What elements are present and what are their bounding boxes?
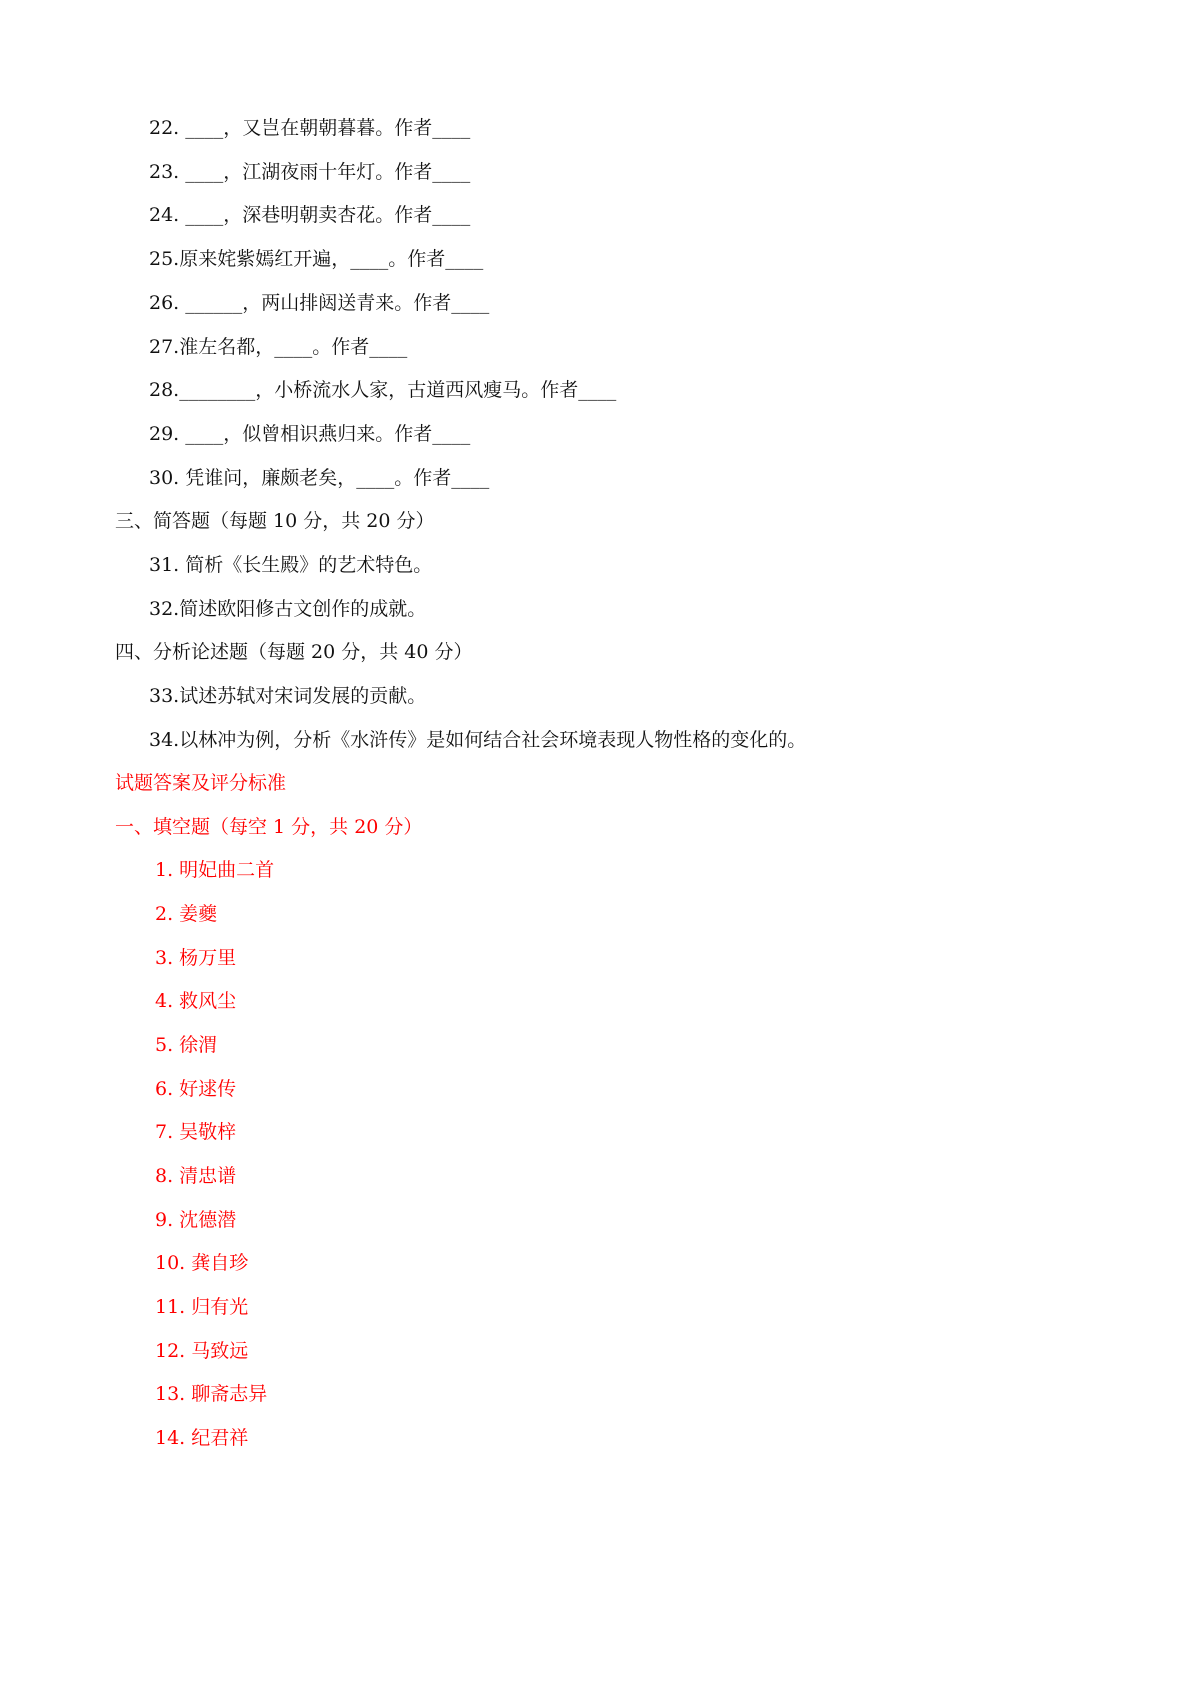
answer-13: 13. 聊斋志异 bbox=[155, 1383, 268, 1405]
answer-5: 5. 徐渭 bbox=[155, 1034, 218, 1056]
answer-10: 10. 龚自珍 bbox=[155, 1252, 249, 1274]
fill-blank-24: 24. ____，深巷明朝卖杏花。作者____ bbox=[149, 204, 471, 226]
section-3-title: 三、简答题（每题 10 分，共 20 分） bbox=[115, 510, 435, 532]
answers-heading: 试题答案及评分标准 bbox=[115, 772, 287, 794]
answer-12: 12. 马致远 bbox=[155, 1340, 249, 1362]
answer-6: 6. 好逑传 bbox=[155, 1078, 237, 1100]
question-31: 31. 简析《长生殿》的艺术特色。 bbox=[149, 554, 433, 576]
answer-4: 4. 救风尘 bbox=[155, 990, 237, 1012]
fill-blank-26: 26. ______，两山排闼送青来。作者____ bbox=[149, 292, 490, 314]
fill-blank-22: 22. ____，又岂在朝朝暮暮。作者____ bbox=[149, 117, 471, 139]
answer-2: 2. 姜夔 bbox=[155, 903, 218, 925]
section-4-title: 四、分析论述题（每题 20 分，共 40 分） bbox=[115, 641, 473, 663]
answer-9: 9. 沈德潜 bbox=[155, 1209, 237, 1231]
fill-blank-23: 23. ____，江湖夜雨十年灯。作者____ bbox=[149, 161, 471, 183]
answer-14: 14. 纪君祥 bbox=[155, 1427, 249, 1449]
answer-8: 8. 清忠谱 bbox=[155, 1165, 237, 1187]
fill-blank-29: 29. ____，似曾相识燕归来。作者____ bbox=[149, 423, 471, 445]
answer-3: 3. 杨万里 bbox=[155, 947, 237, 969]
answer-11: 11. 归有光 bbox=[155, 1296, 249, 1318]
question-32: 32.简述欧阳修古文创作的成就。 bbox=[149, 598, 427, 620]
fill-blank-30: 30. 凭谁问，廉颇老矣，____。作者____ bbox=[149, 467, 490, 489]
fill-blank-28: 28.________，小桥流水人家，古道西风瘦马。作者____ bbox=[149, 379, 617, 401]
question-34: 34.以林冲为例，分析《水浒传》是如何结合社会环境表现人物性格的变化的。 bbox=[149, 729, 807, 751]
answer-1: 1. 明妃曲二首 bbox=[155, 859, 275, 881]
fill-blank-25: 25.原来姹紫嫣红开遍，____。作者____ bbox=[149, 248, 484, 270]
answer-7: 7. 吴敬梓 bbox=[155, 1121, 237, 1143]
question-33: 33.试述苏轼对宋词发展的贡献。 bbox=[149, 685, 427, 707]
answers-section-1-title: 一、填空题（每空 1 分，共 20 分） bbox=[115, 816, 423, 838]
fill-blank-27: 27.淮左名都，____。作者____ bbox=[149, 336, 408, 358]
